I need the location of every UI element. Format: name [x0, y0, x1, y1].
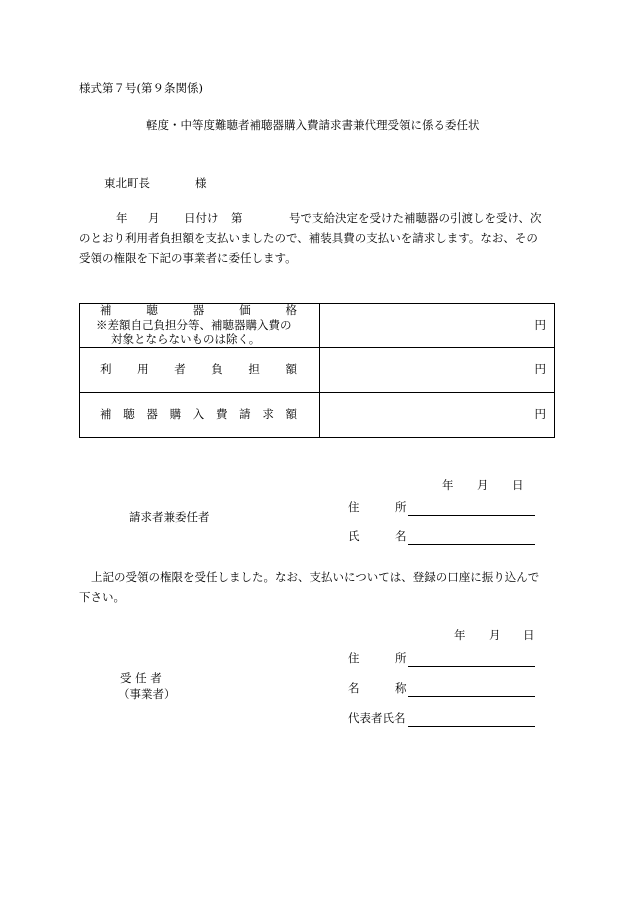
addressee-suffix: 様 — [195, 176, 207, 190]
date2-month: 月 — [489, 628, 501, 642]
claimant-label: 請求者兼委任者 — [129, 510, 210, 524]
body-line3: 受領の権限を下記の事業者に委任します。 — [79, 251, 297, 265]
amount-table — [79, 303, 555, 438]
date2-year: 年 — [454, 628, 466, 642]
agent-address-field[interactable] — [408, 652, 535, 667]
body-year: 年 — [116, 211, 128, 225]
agent-label: 受 任 者 — [120, 671, 162, 685]
date1-month: 月 — [477, 478, 489, 492]
hearing-aid-price-note-line2: 対象とならないものは除く。 — [111, 332, 261, 347]
date2-day: 日 — [523, 628, 535, 642]
body-month: 月 — [148, 211, 160, 225]
agent-address-label-2: 所 — [395, 651, 407, 665]
date1-day: 日 — [512, 478, 524, 492]
acceptance-line1: 上記の受領の権限を受任しました。なお、支払いについては、登録の口座に振り込んで — [91, 570, 540, 584]
acceptance-line2: 下さい。 — [79, 590, 125, 604]
hearing-aid-price-label — [80, 304, 320, 348]
claimant-address-label-2: 所 — [395, 500, 407, 514]
claim-amount-value[interactable] — [320, 393, 555, 438]
claimant-address-field[interactable] — [408, 501, 535, 516]
table-row-hearing-aid-price — [80, 304, 555, 348]
agent-sublabel: （事業者） — [118, 687, 176, 701]
yen-unit: 円 — [534, 362, 546, 377]
table-row-claim-amount — [80, 393, 555, 438]
claimant-name-field[interactable] — [408, 530, 535, 545]
agent-company-label-2: 称 — [395, 681, 407, 695]
addressee: 東北町長 — [104, 176, 150, 190]
agent-representative-label: 代表者氏名 — [348, 711, 406, 725]
document-title: 軽度・中等度難聴者補聴器購入費請求書兼代理受領に係る委任状 — [146, 118, 480, 132]
user-burden-label: 利 用 者 負 担 額 — [80, 348, 320, 393]
hearing-aid-price-value[interactable] — [320, 304, 555, 348]
user-burden-value[interactable] — [320, 348, 555, 393]
claim-amount-label: 補 聴 器 購 入 費 請 求 額 — [80, 393, 320, 438]
claimant-address-label-1: 住 — [348, 500, 360, 514]
agent-company-field[interactable] — [408, 682, 535, 697]
body-line2: のとおり利用者負担額を支払いましたので、補装具費の支払いを請求します。なお、その — [79, 231, 538, 245]
hearing-aid-price-title: 補 聴 器 価 格 — [100, 303, 297, 318]
table-row-user-burden — [80, 348, 555, 393]
agent-company-label-1: 名 — [348, 681, 360, 695]
claimant-name-label-1: 氏 — [348, 529, 360, 543]
yen-unit: 円 — [534, 317, 546, 332]
body-line1-rest: 号で支給決定を受けた補聴器の引渡しを受け、次 — [289, 211, 542, 225]
claimant-name-label-2: 名 — [395, 529, 407, 543]
agent-address-label-1: 住 — [348, 651, 360, 665]
form-number: 様式第７号(第９条関係) — [79, 81, 203, 95]
hearing-aid-price-note-line1: ※差額自己負担分等、補聴器購入費の — [96, 317, 292, 332]
date1-year: 年 — [442, 478, 454, 492]
body-day-dated: 日付け — [184, 211, 219, 225]
yen-unit: 円 — [534, 407, 546, 422]
body-no-prefix: 第 — [231, 211, 243, 225]
agent-representative-field[interactable] — [408, 712, 535, 727]
